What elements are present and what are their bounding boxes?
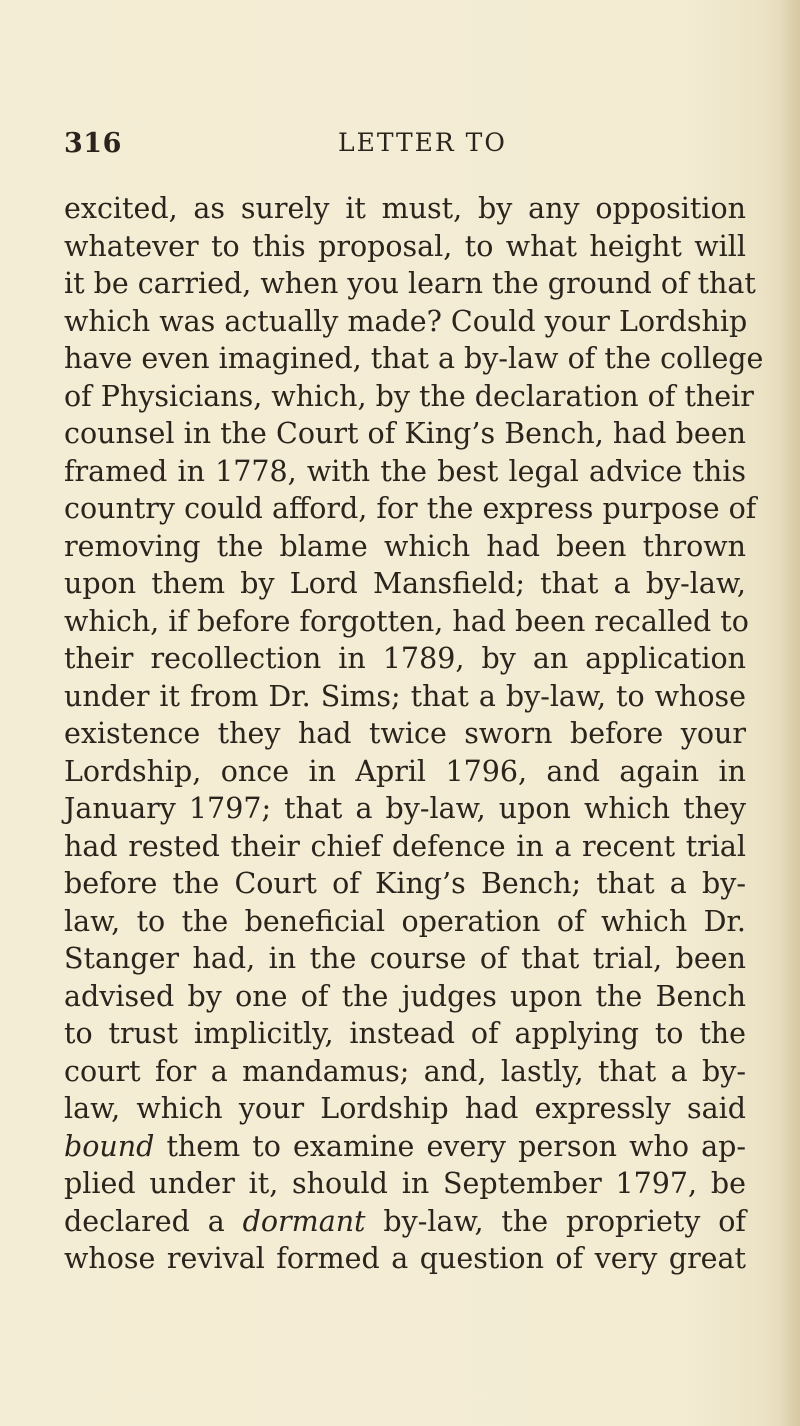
page-edge-shadow bbox=[780, 0, 800, 1426]
text-line: excited, as surely it must, by any opposition bbox=[64, 192, 746, 225]
text-line: whose revival formed a question of very great bbox=[64, 1242, 746, 1275]
text-line: it be carried, when you learn the ground of that bbox=[64, 267, 756, 300]
text-line: which was actually made? Could your Lordship bbox=[64, 304, 748, 338]
text-line: under it from Dr. Sims; that a by-law, to whose bbox=[64, 679, 746, 713]
text-line: to trust implicitly, instead of applying to the bbox=[64, 1017, 746, 1050]
text-line bbox=[64, 1203, 746, 1241]
text-fragment: declared a bbox=[64, 1204, 225, 1238]
text-line bbox=[64, 1128, 746, 1166]
text-line: January 1797; that a by-law, upon which they bbox=[64, 792, 746, 825]
text-fragment: by-law, the propriety of bbox=[383, 1204, 746, 1238]
running-head bbox=[64, 128, 744, 162]
text-line: of Physicians, which, by the declaration of their bbox=[64, 379, 754, 413]
text-line: law, which your Lordship had expressly said bbox=[64, 1092, 746, 1125]
text-line: counsel in the Court of King’s Bench, had been bbox=[64, 417, 746, 450]
text-line: Lordship, once in April 1796, and again in bbox=[64, 754, 746, 788]
page-number: 316 bbox=[64, 128, 122, 159]
text-line: court for a mandamus; and, lastly, that a by- bbox=[64, 1054, 746, 1088]
text-line: before the Court of King’s Bench; that a by- bbox=[64, 867, 746, 900]
text-line: which, if before forgotten, had been recalled to bbox=[64, 604, 749, 638]
text-line: advised by one of the judges upon the Bench bbox=[64, 979, 746, 1013]
text-fragment: them to examine every person who ap- bbox=[166, 1129, 746, 1163]
text-line: Stanger had, in the course of that trial, been bbox=[64, 942, 746, 975]
text-line: had rested their chief defence in a recent trial bbox=[64, 829, 746, 863]
text-line: law, to the beneficial operation of which Dr. bbox=[64, 904, 746, 938]
text-line: existence they had twice sworn before your bbox=[64, 717, 746, 750]
running-title: LETTER TO bbox=[338, 128, 507, 157]
text-line: removing the blame which had been thrown bbox=[64, 529, 746, 563]
text-line: upon them by Lord Mansfield; that a by-law, bbox=[64, 567, 746, 600]
text-line: plied under it, should in September 1797, be bbox=[64, 1167, 746, 1200]
text-line: their recollection in 1789, by an application bbox=[64, 642, 746, 675]
italic-word: dormant bbox=[242, 1204, 366, 1238]
text-line: have even imagined, that a by-law of the college bbox=[64, 342, 764, 375]
italic-word: bound bbox=[64, 1129, 155, 1163]
body-text bbox=[64, 190, 764, 1278]
text-line: framed in 1778, with the best legal advice this bbox=[64, 454, 746, 488]
text-line: country could afford, for the express purpose of bbox=[64, 492, 757, 525]
text-line: whatever to this proposal, to what height will bbox=[64, 229, 746, 263]
